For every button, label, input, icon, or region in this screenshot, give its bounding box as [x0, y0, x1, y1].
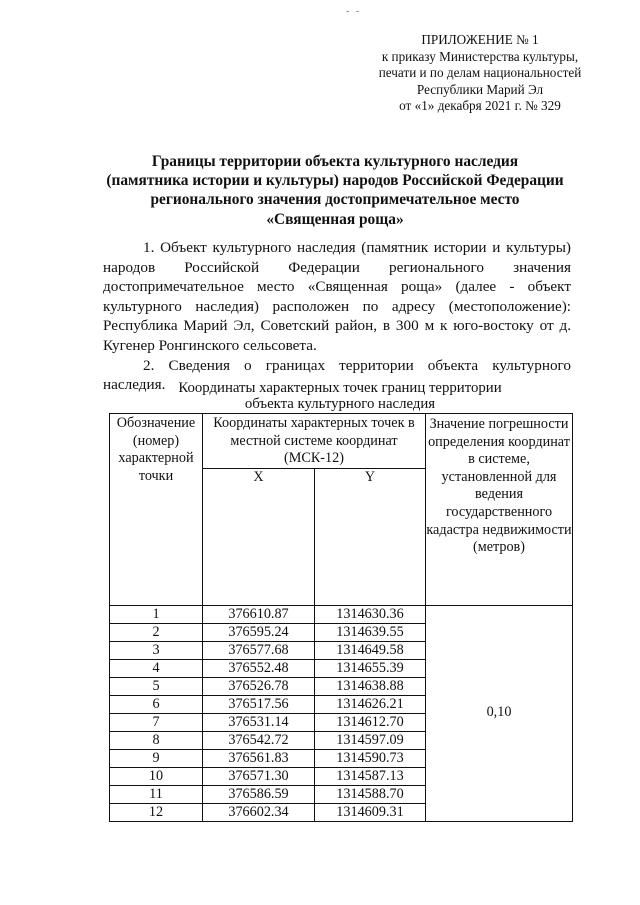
header-y: Y	[315, 468, 426, 605]
cell-x: 376552.48	[203, 659, 315, 677]
cell-point-number: 11	[110, 785, 203, 803]
appendix-line: Республики Марий Эл	[416, 81, 544, 97]
cell-x: 376561.83	[203, 749, 315, 767]
cell-y: 1314588.70	[315, 785, 426, 803]
cell-y: 1314655.39	[315, 659, 426, 677]
appendix-title: ПРИЛОЖЕНИЕ № 1	[421, 32, 539, 47]
cell-point-number: 2	[110, 623, 203, 641]
table-caption	[140, 380, 540, 412]
appendix-header	[372, 32, 588, 115]
header-point-number: Обозначение (номер) характерной точки	[110, 414, 203, 606]
appendix-line: к приказу Министерства культуры,	[381, 48, 579, 64]
page-top-mark: - -	[346, 6, 362, 17]
cell-x: 376610.87	[203, 605, 315, 623]
cell-y: 1314649.58	[315, 641, 426, 659]
cell-accuracy-value: 0,10	[426, 605, 573, 821]
document-title	[100, 152, 570, 229]
cell-x: 376542.72	[203, 731, 315, 749]
cell-y: 1314597.09	[315, 731, 426, 749]
paragraph-location: 1. Объект культурного наследия (памятник истории и культуры) народов Российской Федерации регионального значения достопримечательное место «Священная роща» (далее - объект культурного наследия) расположен по адресу (местоположение): Республика Марий Эл, Советский район, в 300 м к юго-востоку от д. Кугенер Ронгинского сельсовета.	[103, 239, 571, 354]
cell-y: 1314630.36	[315, 605, 426, 623]
coordinates-table	[109, 413, 573, 822]
document-body	[103, 238, 571, 395]
cell-x: 376526.78	[203, 677, 315, 695]
cell-point-number: 12	[110, 803, 203, 821]
cell-x: 376571.30	[203, 767, 315, 785]
cell-point-number: 7	[110, 713, 203, 731]
coordinates-table-body	[110, 605, 573, 821]
title-line: регионального значения достопримечательное место	[150, 191, 520, 209]
cell-y: 1314612.70	[315, 713, 426, 731]
cell-y: 1314639.55	[315, 623, 426, 641]
cell-point-number: 10	[110, 767, 203, 785]
appendix-line: печати и по делам национальностей	[378, 65, 582, 81]
title-line: (памятника истории и культуры) народов Российской Федерации	[106, 172, 564, 190]
cell-y: 1314626.21	[315, 695, 426, 713]
cell-point-number: 5	[110, 677, 203, 695]
cell-point-number: 1	[110, 605, 203, 623]
cell-point-number: 4	[110, 659, 203, 677]
cell-x: 376517.56	[203, 695, 315, 713]
cell-point-number: 3	[110, 641, 203, 659]
caption-line: Координаты характерных точек границ территории	[178, 380, 502, 396]
appendix-date-line: от «1» декабря 2021 г. № 329	[399, 98, 561, 114]
header-coordinates: Координаты характерных точек в местной системе координат (МСК-12)	[203, 414, 426, 469]
header-accuracy: Значение погрешности определения координат в системе, установленной для ведения государственного кадастра недвижимости (метров)	[426, 414, 573, 606]
cell-y: 1314587.13	[315, 767, 426, 785]
paragraph-boundaries: 2. Сведения о границах территории объекта культурного наследия.	[103, 356, 571, 394]
cell-x: 376586.59	[203, 785, 315, 803]
table-row	[110, 605, 573, 623]
title-line: «Священная роща»	[266, 210, 404, 228]
cell-point-number: 6	[110, 695, 203, 713]
title-line: Границы территории объекта культурного наследия	[151, 153, 519, 170]
cell-x: 376577.68	[203, 641, 315, 659]
cell-y: 1314638.88	[315, 677, 426, 695]
cell-x: 376531.14	[203, 713, 315, 731]
cell-point-number: 9	[110, 749, 203, 767]
cell-x: 376595.24	[203, 623, 315, 641]
caption-line: объекта культурного наследия	[244, 396, 436, 412]
cell-point-number: 8	[110, 731, 203, 749]
cell-y: 1314609.31	[315, 803, 426, 821]
cell-y: 1314590.73	[315, 749, 426, 767]
header-x: X	[203, 468, 315, 605]
cell-x: 376602.34	[203, 803, 315, 821]
